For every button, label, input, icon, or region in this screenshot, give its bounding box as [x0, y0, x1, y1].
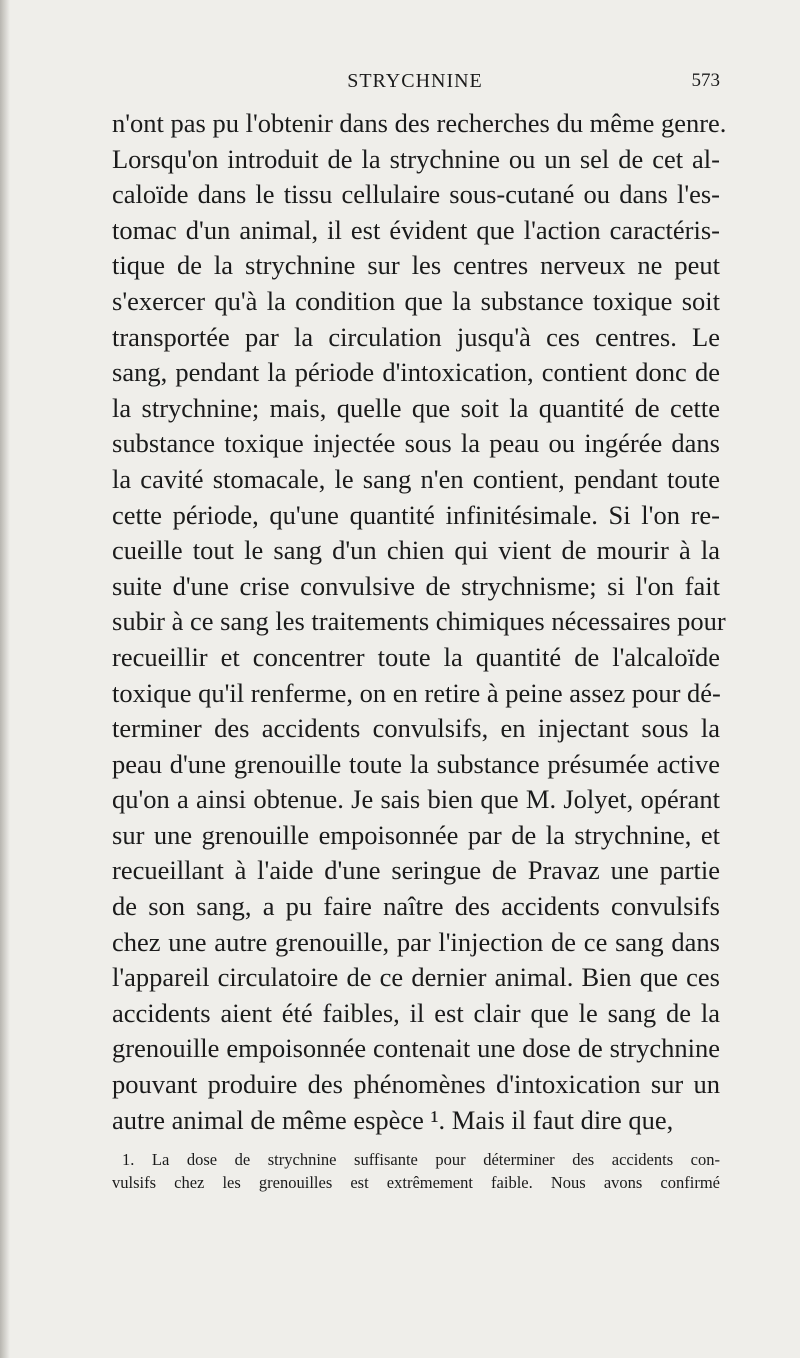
footnote-line: vulsifs chez les grenouilles est extrêmement faible. Nous avons confirmé — [112, 1173, 720, 1192]
text-line: tique de la strychnine sur les centres nerveux ne peut — [112, 250, 720, 281]
text-line: Lorsqu'on introduit de la strychnine ou un sel de cet al- — [112, 143, 720, 174]
running-title: STRYCHNINE — [347, 70, 483, 92]
text-line: la strychnine; mais, quelle que soit la quantité de cette — [112, 392, 720, 423]
text-line: accidents aient été faibles, il est clair que le sang de la — [112, 997, 720, 1028]
text-line: recueillant à l'aide d'une seringue de Pravaz une partie — [112, 855, 720, 886]
text-line: n'ont pas pu l'obtenir dans des recherches du même genre. — [112, 108, 727, 138]
text-line: sur une grenouille empoisonnée par de la strychnine, et — [112, 819, 720, 850]
text-line: cette période, qu'une quantité infinitésimale. Si l'on re- — [112, 499, 720, 530]
text-line: grenouille empoisonnée contenait une dose de strychnine — [112, 1033, 720, 1064]
text-line: autre animal de même espèce ¹. Mais il faut dire que, — [112, 1104, 674, 1135]
text-line: cueille tout le sang d'un chien qui vient de mourir à la — [112, 535, 720, 566]
footnotes — [112, 1148, 720, 1194]
footnote-line: 1. La dose de strychnine suffisante pour déterminer des accidents con- — [122, 1150, 720, 1169]
page-gutter-shadow — [0, 0, 10, 1358]
text-line: l'appareil circulatoire de ce dernier animal. Bien que ces — [112, 962, 720, 993]
text-line: terminer des accidents convulsifs, en injectant sous la — [112, 713, 720, 744]
text-line: toxique qu'il renferme, on en retire à peine assez pour dé- — [112, 677, 721, 708]
text-line: substance toxique injectée sous la peau ou ingérée dans — [112, 428, 720, 459]
text-line: suite d'une crise convulsive de strychnisme; si l'on fait — [112, 570, 720, 601]
text-line: s'exercer qu'à la condition que la substance toxique soit — [112, 285, 720, 316]
text-line: qu'on a ainsi obtenue. Je sais bien que M. Jolyet, opérant — [112, 784, 720, 815]
running-head — [110, 70, 720, 100]
text-line: la cavité stomacale, le sang n'en contient, pendant toute — [112, 463, 720, 494]
page-number: 573 — [691, 70, 720, 91]
text-line: tomac d'un animal, il est évident que l'action caractéris- — [112, 214, 720, 245]
text-line: caloïde dans le tissu cellulaire sous-cutané ou dans l'es- — [112, 179, 720, 210]
body-text — [112, 106, 727, 1138]
text-line: chez une autre grenouille, par l'injection de ce sang dans — [112, 926, 720, 957]
text-line: transportée par la circulation jusqu'à ces centres. Le — [112, 321, 720, 352]
text-line: recueillir et concentrer toute la quantité de l'alcaloïde — [112, 641, 720, 672]
text-line: subir à ce sang les traitements chimiques nécessaires pour — [112, 606, 726, 637]
text-line: sang, pendant la période d'intoxication, contient donc de — [112, 357, 720, 388]
text-line: de son sang, a pu faire naître des accidents convulsifs — [112, 891, 720, 922]
text-line: pouvant produire des phénomènes d'intoxication sur un — [112, 1069, 720, 1100]
text-line: peau d'une grenouille toute la substance présumée active — [112, 748, 720, 779]
